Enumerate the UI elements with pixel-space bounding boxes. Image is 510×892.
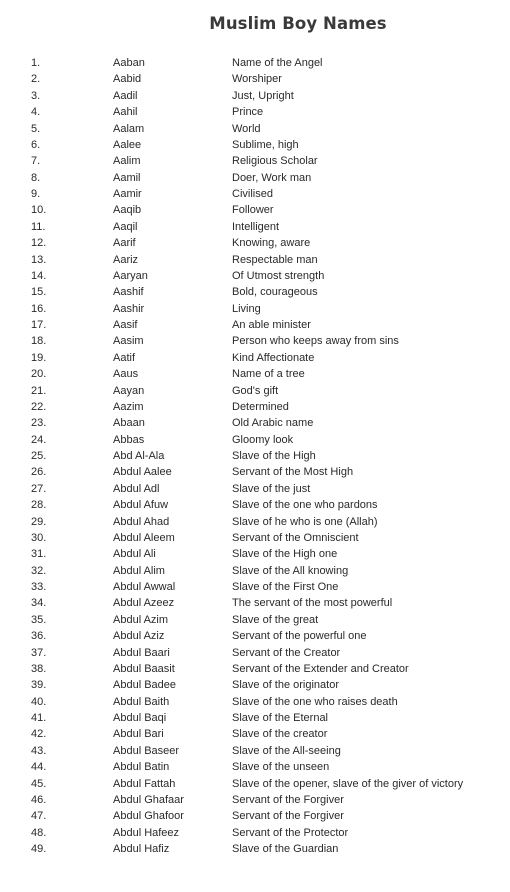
item-name: Abdul Ahad [113, 515, 170, 528]
item-meaning: An able minister [232, 319, 311, 331]
item-number: 4. [31, 106, 41, 119]
item-meaning: Just, Upright [232, 89, 294, 102]
item-name: Abdul Baqi [113, 712, 167, 724]
item-number: 10. [31, 204, 47, 217]
item-meaning: Worshiper [232, 73, 282, 86]
list-item [0, 301, 510, 317]
item-number: 39. [31, 679, 47, 692]
item-name: Aaus [113, 368, 139, 381]
item-meaning: Kind Affectionate [232, 351, 315, 364]
item-meaning: Servant of the Most High [232, 466, 354, 479]
list-item [0, 694, 510, 710]
item-meaning: Slave of the unseen [232, 761, 330, 774]
item-number: 47. [31, 810, 47, 823]
item-name: Aabid [113, 73, 142, 86]
list-item [0, 268, 510, 284]
item-name: Abdul Hafiz [113, 843, 170, 855]
item-name: Aasif [113, 319, 138, 331]
item-number: 1. [31, 57, 41, 69]
item-number: 29. [31, 515, 47, 528]
item-name: Abdul Bari [113, 728, 164, 741]
item-meaning: Servant of the Omniscient [232, 531, 359, 544]
list-item [0, 415, 510, 431]
item-name: Abdul Baith [113, 695, 170, 708]
item-name: Aaqil [113, 220, 138, 233]
list-item [0, 186, 510, 202]
list-item [0, 104, 510, 120]
item-name: Abdul Afuw [113, 499, 169, 512]
item-number: 49. [31, 843, 47, 855]
item-number: 46. [31, 793, 47, 806]
item-meaning: Slave of the All-seeing [232, 744, 341, 757]
item-number: 40. [31, 695, 47, 708]
item-name: Abdul Adl [113, 482, 160, 495]
item-meaning: Slave of the All knowing [232, 564, 349, 577]
item-number: 32. [31, 564, 47, 577]
item-name: Abdul Azim [113, 613, 169, 626]
list-item [0, 448, 510, 464]
list-item [0, 481, 510, 497]
item-number: 38. [31, 662, 47, 675]
item-number: 6. [31, 138, 41, 151]
list-item [0, 661, 510, 677]
page-title: Muslim Boy Names [209, 14, 387, 33]
item-number: 37. [31, 646, 47, 659]
item-name: Aashif [113, 286, 144, 299]
list-item [0, 333, 510, 349]
item-number: 25. [31, 450, 47, 462]
list-item [0, 153, 510, 169]
item-number: 27. [31, 482, 47, 495]
item-meaning: Slave of the just [232, 482, 311, 495]
list-item [0, 219, 510, 235]
item-meaning: Person who keeps away from sins [232, 335, 399, 348]
item-meaning: World [232, 122, 261, 135]
list-item [0, 677, 510, 693]
item-meaning: Living [232, 302, 261, 315]
item-name: Aalee [113, 138, 142, 151]
list-item [0, 579, 510, 595]
item-meaning: Respectable man [232, 253, 318, 266]
item-number: 44. [31, 761, 47, 774]
item-name: Aamir [113, 188, 142, 200]
item-name: Aashir [113, 302, 145, 315]
list-item [0, 137, 510, 153]
item-name: Aahil [113, 106, 138, 119]
item-meaning: Servant of the Forgiver [232, 793, 344, 806]
item-number: 48. [31, 826, 47, 839]
item-meaning: Servant of the powerful one [232, 630, 367, 643]
list-item [0, 743, 510, 759]
item-meaning: Prince [232, 106, 264, 119]
item-name: Abdul Awwal [113, 581, 176, 593]
item-meaning: Of Utmost strength [232, 269, 325, 282]
item-name: Abaan [113, 417, 145, 430]
item-name: Abd Al-Ala [113, 450, 165, 462]
list-item [0, 776, 510, 792]
list-item [0, 726, 510, 742]
item-name: Abdul Ghafaar [113, 793, 184, 806]
item-meaning: Name of a tree [232, 368, 305, 381]
item-meaning: Slave of the one who raises death [232, 695, 398, 708]
item-name: Aariz [113, 253, 139, 266]
item-number: 11. [31, 220, 46, 233]
list-item [0, 202, 510, 218]
item-number: 3. [31, 89, 41, 102]
item-meaning: Slave of the opener, slave of the giver of victory [232, 777, 464, 790]
item-number: 22. [31, 400, 47, 413]
item-meaning: Knowing, aware [232, 237, 311, 250]
item-number: 12. [31, 237, 47, 250]
item-number: 18. [31, 335, 47, 348]
item-number: 17. [31, 319, 47, 331]
item-meaning: Doer, Work man [232, 171, 312, 184]
list-item [0, 792, 510, 808]
list-item [0, 432, 510, 448]
item-name: Aaban [113, 57, 145, 69]
item-name: Aasim [113, 335, 144, 348]
item-meaning: Slave of the Guardian [232, 843, 339, 855]
item-meaning: Slave of the Eternal [232, 712, 329, 724]
item-meaning: Religious Scholar [232, 155, 318, 168]
item-name: Aaqib [113, 204, 142, 217]
item-number: 42. [31, 728, 47, 741]
item-name: Abdul Ali [113, 548, 156, 561]
item-meaning: Slave of the great [232, 613, 319, 626]
item-number: 35. [31, 613, 47, 626]
names-list [0, 55, 510, 857]
item-meaning: Name of the Angel [232, 57, 323, 69]
list-item [0, 88, 510, 104]
item-meaning: Slave of the High [232, 450, 316, 462]
item-number: 7. [31, 155, 41, 168]
item-meaning: Sublime, high [232, 138, 299, 151]
list-item [0, 350, 510, 366]
item-number: 16. [31, 302, 47, 315]
item-number: 41. [31, 712, 47, 724]
list-item [0, 252, 510, 268]
item-name: Aalam [113, 122, 145, 135]
item-name: Aaryan [113, 269, 148, 282]
item-name: Abdul Hafeez [113, 826, 180, 839]
item-number: 26. [31, 466, 47, 479]
item-number: 45. [31, 777, 47, 790]
item-meaning: Intelligent [232, 220, 280, 233]
item-number: 43. [31, 744, 47, 757]
list-item [0, 530, 510, 546]
item-meaning: Slave of the High one [232, 548, 338, 561]
item-name: Abdul Aalee [113, 466, 172, 479]
list-item [0, 121, 510, 137]
item-number: 9. [31, 188, 41, 200]
item-meaning: Slave of the originator [232, 679, 340, 692]
item-meaning: Bold, courageous [232, 286, 318, 299]
item-number: 2. [31, 73, 41, 86]
item-name: Abdul Aleem [113, 531, 175, 544]
item-name: Aarif [113, 237, 136, 250]
item-name: Abdul Baseer [113, 744, 180, 757]
list-item [0, 710, 510, 726]
item-name: Aamil [113, 171, 141, 184]
item-meaning: Servant of the Protector [232, 826, 349, 839]
item-number: 13. [31, 253, 47, 266]
item-name: Abdul Fattah [113, 777, 176, 790]
list-item [0, 317, 510, 333]
item-meaning: Determined [232, 400, 289, 413]
item-meaning: Slave of the creator [232, 728, 328, 741]
list-item [0, 235, 510, 251]
item-number: 24. [31, 433, 47, 446]
item-meaning: Servant of the Forgiver [232, 810, 344, 823]
list-item [0, 170, 510, 186]
list-item [0, 841, 510, 857]
item-meaning: Gloomy look [232, 433, 294, 446]
list-item [0, 759, 510, 775]
list-item [0, 514, 510, 530]
item-meaning: Slave of the First One [232, 581, 339, 593]
list-item [0, 366, 510, 382]
item-number: 8. [31, 171, 41, 184]
item-meaning: Slave of he who is one (Allah) [232, 515, 378, 528]
item-number: 14. [31, 269, 47, 282]
item-meaning: Slave of the one who pardons [232, 499, 378, 512]
item-name: Aatif [113, 351, 136, 364]
item-number: 34. [31, 597, 47, 610]
list-item [0, 645, 510, 661]
item-number: 20. [31, 368, 47, 381]
item-number: 19. [31, 351, 47, 364]
item-name: Abdul Batin [113, 761, 170, 774]
list-item [0, 399, 510, 415]
item-number: 33. [31, 581, 47, 593]
item-meaning: God's gift [232, 384, 279, 397]
item-meaning: Servant of the Extender and Creator [232, 662, 409, 675]
item-name: Abdul Aziz [113, 630, 165, 643]
list-item [0, 612, 510, 628]
item-meaning: Civilised [232, 188, 273, 200]
item-name: Aalim [113, 155, 141, 168]
list-item [0, 284, 510, 300]
item-number: 5. [31, 122, 41, 135]
item-name: Abdul Baari [113, 646, 170, 659]
item-number: 21. [31, 384, 47, 397]
item-meaning: Servant of the Creator [232, 646, 341, 659]
item-number: 31. [31, 548, 47, 561]
list-item [0, 497, 510, 513]
list-item [0, 55, 510, 71]
item-name: Aazim [113, 400, 144, 413]
item-number: 28. [31, 499, 47, 512]
item-name: Abdul Alim [113, 564, 165, 577]
item-name: Abdul Azeez [113, 597, 175, 610]
item-name: Abdul Baasit [113, 662, 175, 675]
list-item [0, 464, 510, 480]
item-name: Aadil [113, 89, 138, 102]
list-item [0, 71, 510, 87]
item-name: Abdul Badee [113, 679, 176, 692]
item-number: 23. [31, 417, 47, 430]
list-item [0, 546, 510, 562]
item-name: Abbas [113, 433, 145, 446]
item-meaning: Follower [232, 204, 274, 217]
item-meaning: Old Arabic name [232, 417, 314, 430]
list-item [0, 563, 510, 579]
list-item [0, 825, 510, 841]
list-item [0, 595, 510, 611]
list-item [0, 628, 510, 644]
list-item [0, 808, 510, 824]
item-name: Aayan [113, 384, 145, 397]
item-number: 15. [31, 286, 47, 299]
item-meaning: The servant of the most powerful [232, 597, 393, 610]
list-item [0, 383, 510, 399]
item-number: 30. [31, 531, 47, 544]
item-number: 36. [31, 630, 47, 643]
item-name: Abdul Ghafoor [113, 810, 184, 823]
